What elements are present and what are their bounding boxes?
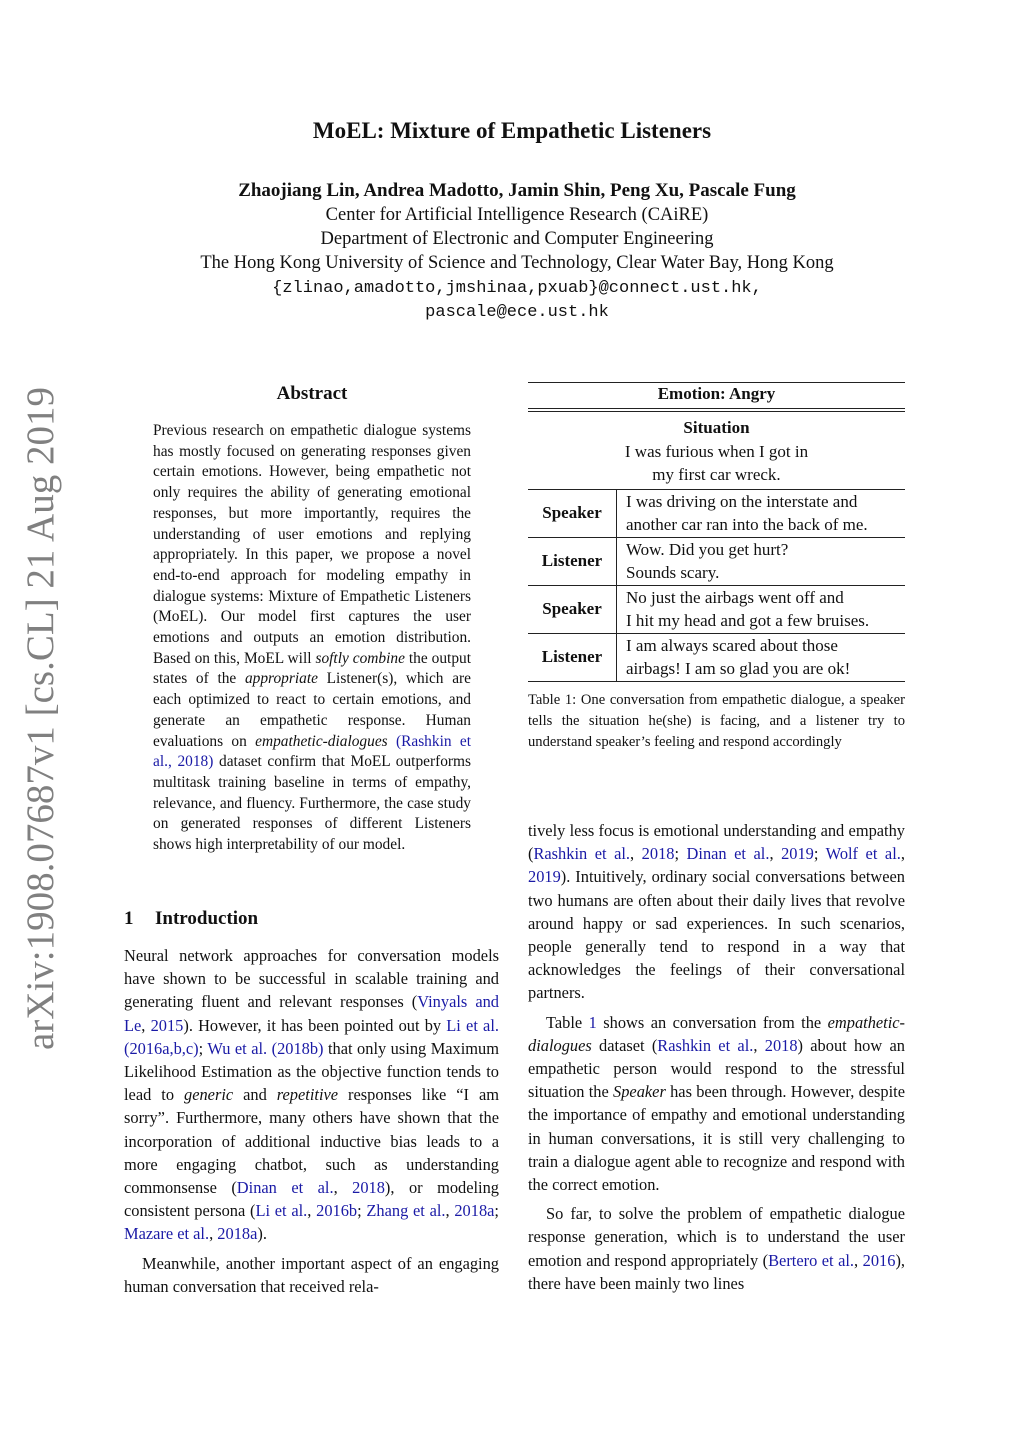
speaker-label: Listener [528,633,617,681]
affiliation-line: Department of Electronic and Computer Engineering [320,229,714,249]
citation-link[interactable]: 2018a [454,1201,495,1221]
paragraph: Table 1 shows an conversation from the empathetic-dialogues dataset (Rashkin et al., 2018) about how an empathetic person would respond to the stressful situation the Speaker has been through. However, despite the importance of empathy and emotional understanding in human conversations, it is still very challenging to train a dialogue agent able to recognize and respond with the correct emotion. [528,1012,906,1195]
abstract-text: Previous research on empathetic dialogue systems has mostly focused on generating responses given certain emotions. However, being empathetic not only requires the ability of generating emotional responses, but more importantly, requires the understanding of user emotions and replying appropriately. In this paper, we propose a novel end-to-end approach for modeling empathy in dialogue systems: Mixture of Empathetic Listeners (MoEL). Our model first captures the user emotions and outputs an emotion distribution. Based on this, MoEL will softly combine the output states of the appropriate Listener(s), which are each optimized to react to certain emotions, and generate an empathetic response. Human evaluations on empathetic-dialogues (Rashkin et al., 2018) dataset confirm that MoEL outperforms multitask training baseline in terms of empathy, relevance, and fluency. Furthermore, the case study on generated responses of different Listeners shows high interpretability of our model. [153,422,472,854]
speaker-label: Speaker [528,585,617,633]
citation-link[interactable]: Dinan et al. [236,1178,334,1198]
citation-link[interactable]: 2018 [352,1178,385,1198]
author-list: Zhaojiang Lin, Andrea Madotto, Jamin Shin, Peng Xu, Pascale Fung [238,180,796,201]
citation-link[interactable]: 2016b [316,1201,358,1221]
table-situation-text: I was furious when I got in [624,441,809,461]
table-situation-text: my first car wreck. [652,465,781,484]
table-row [528,489,905,537]
paragraph: Meanwhile, another important aspect of an engaging human conversation that received rela- [124,1253,499,1296]
affiliation-line: The Hong Kong University of Science and Technology, Clear Water Bay, Hong Kong [200,253,834,273]
citation-link[interactable]: 2018a [217,1224,258,1244]
speaker-label: Speaker [528,489,617,537]
paper-title: MoEL: Mixture of Empathetic Listeners [312,118,712,143]
intro-right-column [528,819,905,1301]
paragraph: So far, to solve the problem of empathetic dialogue response generation, which is to understand the user emotion and respond appropriately (Bertero et al., 2016), there have been mainly two lines [528,1204,905,1293]
citation-link[interactable]: (2016a,b,c) [124,1038,199,1058]
table-situation-label: Situation [683,418,750,437]
intro-left-column [124,944,499,1304]
table-row [528,537,905,585]
citation-link[interactable]: Wu et al. [207,1038,268,1058]
citation-link[interactable]: Vinyals and Le [124,992,499,1035]
utterance-text: Wow. Did you get hurt? Sounds scary. [626,539,789,582]
emotion-table [528,382,905,682]
utterance-text: I was driving on the interstate and another car ran into the back of me. [626,491,868,534]
citation-link[interactable]: (2018b) [271,1038,324,1058]
table-emotion-header: Emotion: Angry [528,383,905,411]
utterance-text: I am always scared about those airbags! I am so glad you are ok! [626,635,851,678]
arxiv-identifier: arXiv:1908.07687v1 [cs.CL] 21 Aug 2019 [19,387,62,1050]
table-reference-link[interactable]: 1 [588,1012,597,1032]
table-row [528,585,905,633]
utterance-text: No just the airbags went off and I hit my head and got a few bruises. [626,587,870,630]
abstract-heading: Abstract [276,383,348,404]
citation-link[interactable]: Zhang et al. [366,1201,446,1221]
citation-link[interactable]: Dinan et al. [686,844,770,864]
citation-link[interactable]: Wolf et al. [825,844,901,864]
citation-link[interactable]: Rashkin et al. [533,844,631,864]
citation-link[interactable]: 2015 [150,1015,184,1035]
email-line: {zlinao,amadotto,jmshinaa,pxuab}@connect.ust.hk, [272,279,762,298]
affiliation-line: Center for Artificial Intelligence Research (CAiRE) [325,205,709,225]
email-line: pascale@ece.ust.hk [425,303,609,322]
citation-link[interactable]: 2018 [641,844,675,864]
section-heading: 1 Introduction [124,908,259,929]
citation-link[interactable]: 2018 [764,1035,798,1055]
citation-link[interactable]: Rashkin et al. [657,1035,754,1055]
paragraph: tively less focus is emotional understanding and empathy (Rashkin et al., 2018; Dinan et al., 2019; Wolf et al., 2019). Intuitively, ordinary social conversations between two humans are often about their daily lives that revolve around happy or sad experiences. In such scenarios, people generally tend to respond in a way that acknowledges the feelings of their conversational partners. [528,821,905,1003]
citation-link[interactable]: 2019 [781,844,814,864]
table-caption: Table 1: One conversation from empathetic dialogue, a speaker tells the situation he(she) is facing, and a listener try to understand speaker’s feeling and respond accordingly [528,692,905,750]
citation-link[interactable]: 2016 [862,1250,896,1270]
citation-link[interactable]: Mazare et al. [124,1224,210,1244]
speaker-label: Listener [528,537,617,585]
citation-link[interactable]: Bertero et al. [768,1250,855,1270]
citation-link[interactable]: (Rashkin et al., 2018) [153,732,471,771]
table-row [528,633,905,681]
citation-link[interactable]: Li et al. [255,1201,308,1221]
citation-link[interactable]: 2019 [528,867,561,887]
paragraph: Neural network approaches for conversation models have shown to be successful in scalable training and generating fluent and relevant responses (Vinyals and Le, 2015). However, it has been pointed out by Li et al. (2016a,b,c); Wu et al. (2018b) that only using Maximum Likelihood Estimation as the objective function tends to lead to generic and repetitive responses like “I am sorry”. Furthermore, many others have shown that the incorporation of additional inductive bias leads to a more engaging chatbot, such as understanding commonsense (Dinan et al., 2018), or modeling consistent persona (Li et al., 2016b; Zhang et al., 2018a; Mazare et al., 2018a). [124,946,499,1244]
citation-link[interactable]: Li et al. [446,1015,499,1035]
